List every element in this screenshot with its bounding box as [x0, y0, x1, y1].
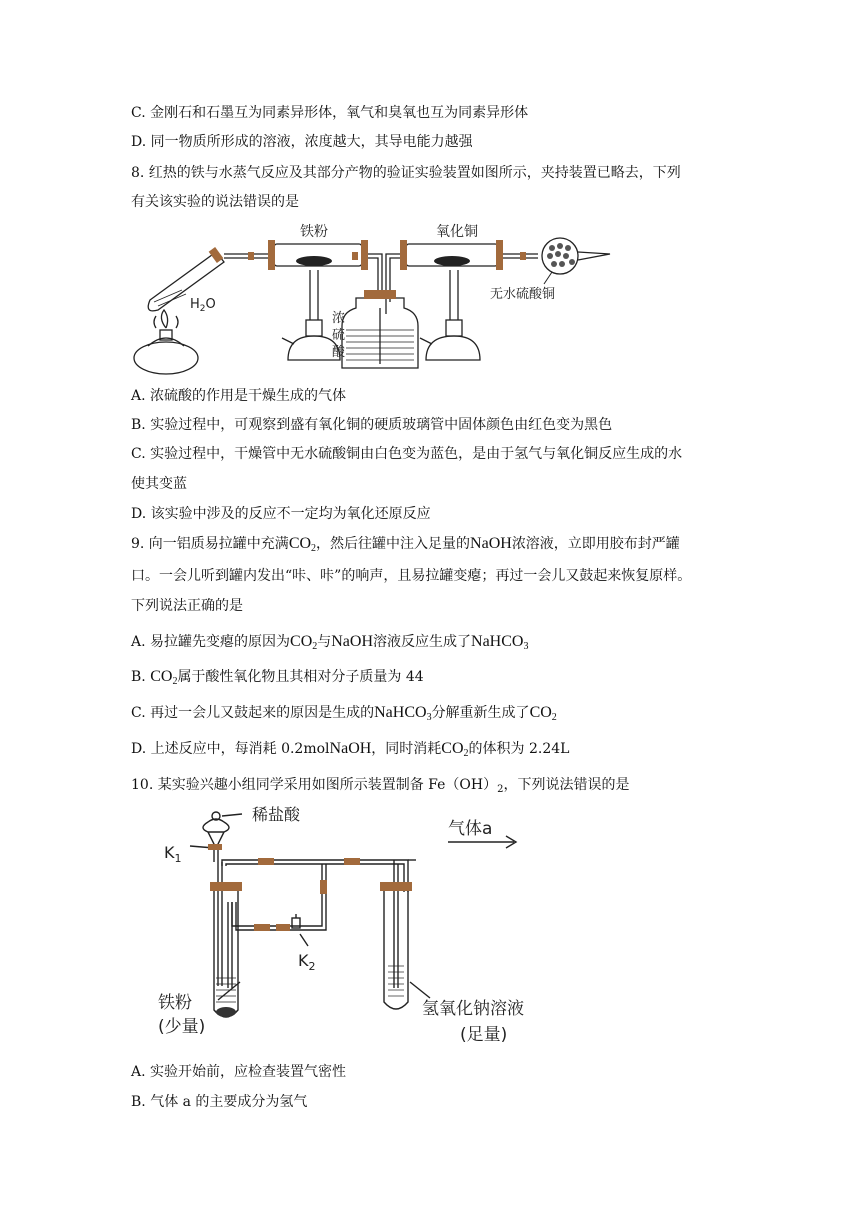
label-cuso4: 无水硫酸铜 [490, 287, 556, 302]
question-8-stem-cont: 有关该实验的说法错误的是 [131, 194, 299, 210]
option-10b: B. 气体 a 的主要成分为氢气 [131, 1094, 308, 1110]
question-9-stem-2: 口。一会儿听到罐内发出“咔、咔”的响声，且易拉罐变瘪；再过一会儿又鼓起来恢复原样。 [131, 568, 692, 584]
option-9c: C. 再过一会儿又鼓起来的原因是生成的NaHCO$_3$分解重新生成了$CO_2$ [131, 704, 557, 723]
option-9d: D. 上述反应中，每消耗 0.2molNaOH，同时消耗$CO_2$的体积为 2.24L [131, 740, 570, 759]
label-naoh-amount: (足量) [460, 1025, 508, 1045]
option-8c: C. 实验过程中，干燥管中无水硫酸铜由白色变为蓝色，是由于氢气与氧化铜反应生成的水 [131, 446, 683, 462]
question-9-stem-3: 下列说法正确的是 [131, 598, 243, 614]
question-9-stem: 9. 向一铝质易拉罐中充满$CO_2$，然后往罐中注入足量的NaOH浓溶液，立即用胶布封严罐 [131, 535, 680, 554]
label-iron-powder: 铁粉 [300, 224, 328, 240]
question-10-stem: 10. 某实验兴趣小组同学采用如图所示装置制备 $Fe(OH)_2$，下列说法错误的是 [131, 777, 630, 795]
label-acid-3: 酸 [332, 345, 346, 360]
label-iron-powder: 铁粉 [158, 993, 192, 1013]
option-9a: A. 易拉罐先变瘪的原因为$CO_2$与NaOH溶液反应生成了NaHCO$_3$ [131, 633, 529, 652]
option-10a: A. 实验开始前，应检查装置气密性 [131, 1064, 347, 1080]
label-copper-oxide: 氧化铜 [436, 224, 478, 240]
label-iron-amount: (少量) [158, 1017, 206, 1037]
option-9b: B. $CO_2$属于酸性氧化物且其相对分子质量为 44 [131, 668, 424, 687]
option-8d: D. 该实验中涉及的反应不一定均为氧化还原反应 [131, 506, 431, 522]
label-gas-a: 气体a [448, 819, 493, 839]
figure-feoh2-apparatus [158, 802, 598, 1060]
option-8a: A. 浓硫酸的作用是干燥生成的气体 [131, 388, 347, 404]
label-water: $H_2O$ [190, 297, 216, 314]
figure-iron-steam-apparatus [128, 218, 618, 380]
label-acid-2: 硫 [332, 328, 346, 343]
option-8c-prev: C. 金刚石和石墨互为同素异形体，氧气和臭氧也互为同素异形体 [131, 105, 529, 121]
label-k1: $K_1$ [164, 843, 182, 865]
option-8c-cont: 使其变蓝 [131, 476, 187, 492]
label-acid-1: 浓 [332, 311, 346, 326]
label-dilute-hcl: 稀盐酸 [252, 805, 301, 824]
question-8-stem: 8. 红热的铁与水蒸气反应及其部分产物的验证实验装置如图所示，夹持装置已略去，下列 [131, 165, 681, 181]
label-k2: $K_2$ [298, 951, 316, 973]
option-8d-prev: D. 同一物质所形成的溶液，浓度越大，其导电能力越强 [131, 134, 473, 150]
label-naoh-solution: 氢氧化钠溶液 [422, 999, 524, 1019]
option-8b: B. 实验过程中，可观察到盛有氧化铜的硬质玻璃管中固体颜色由红色变为黑色 [131, 417, 613, 433]
